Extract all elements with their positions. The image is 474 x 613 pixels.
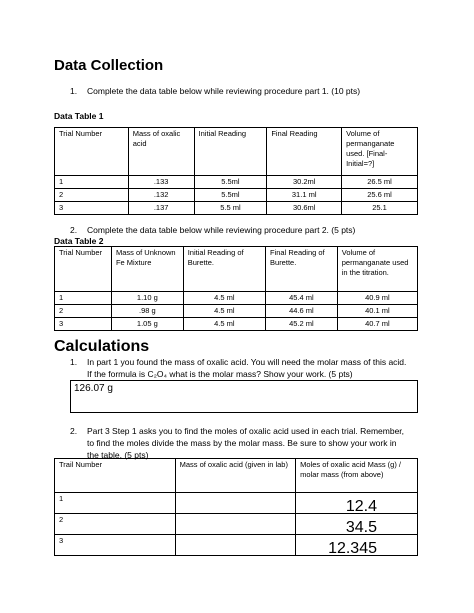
table-cell[interactable]: 4.5 ml bbox=[183, 318, 265, 331]
table-cell[interactable]: 44.6 ml bbox=[266, 305, 338, 318]
table-cell[interactable]: 3 bbox=[55, 318, 112, 331]
table-cell[interactable]: 1 bbox=[55, 493, 176, 514]
table-header-cell: Trail Number bbox=[55, 459, 176, 493]
table-row bbox=[55, 318, 418, 331]
table-row bbox=[55, 305, 418, 318]
table-cell[interactable]: 30.6ml bbox=[267, 202, 342, 215]
calc-2-line-1: Part 3 Step 1 asks you to find the moles of oxalic acid used in each trial. Remember, bbox=[87, 426, 405, 436]
table-cell[interactable]: 40.1 ml bbox=[337, 305, 417, 318]
calc-2-line-2: to find the moles divide the mass by the molar mass. Be sure to show your work in bbox=[87, 438, 397, 448]
table-cell[interactable]: 2 bbox=[55, 189, 129, 202]
table-row bbox=[55, 535, 418, 556]
table-cell[interactable]: 5.5ml bbox=[194, 176, 267, 189]
table-cell[interactable]: 30.2ml bbox=[267, 176, 342, 189]
table-cell[interactable]: 4.5 ml bbox=[183, 305, 265, 318]
table-cell[interactable] bbox=[175, 514, 296, 535]
table-row bbox=[55, 493, 418, 514]
question-number: 2. bbox=[70, 225, 78, 235]
table-cell[interactable]: .137 bbox=[128, 202, 194, 215]
table-cell[interactable]: 1.05 g bbox=[111, 318, 183, 331]
table-cell[interactable]: 3 bbox=[55, 535, 176, 556]
table-cell[interactable]: 2 bbox=[55, 514, 176, 535]
table-cell[interactable]: 4.5 ml bbox=[183, 292, 265, 305]
table-cell[interactable]: 45.2 ml bbox=[266, 318, 338, 331]
table-header-cell: Trial Number bbox=[55, 128, 129, 176]
table-cell[interactable]: 1.10 g bbox=[111, 292, 183, 305]
table-row bbox=[55, 202, 418, 215]
table-cell[interactable]: 34.5 bbox=[296, 514, 418, 535]
table-cell[interactable]: .133 bbox=[128, 176, 194, 189]
table-row bbox=[55, 514, 418, 535]
table-cell[interactable]: 45.4 ml bbox=[266, 292, 338, 305]
table-header-cell: Initial Reading of Burette. bbox=[183, 247, 265, 292]
table-header-row bbox=[55, 459, 418, 493]
table-header-cell: Initial Reading bbox=[194, 128, 267, 176]
data-table-2 bbox=[54, 246, 418, 331]
question-number: 2. bbox=[70, 426, 78, 436]
question-number: 1. bbox=[70, 357, 78, 367]
table-row bbox=[55, 292, 418, 305]
data-table-1-label: Data Table 1 bbox=[54, 111, 104, 121]
table-cell[interactable]: 40.7 ml bbox=[337, 318, 417, 331]
table-header-cell: Moles of oxalic acid Mass (g) / molar mass (from above) bbox=[296, 459, 418, 493]
moles-table bbox=[54, 458, 418, 556]
table-cell[interactable]: 25.1 bbox=[342, 202, 418, 215]
table-header-cell: Volume of permanganate used. [Final-Initial=?] bbox=[342, 128, 418, 176]
table-cell[interactable]: 1 bbox=[55, 176, 129, 189]
table-cell[interactable]: 1 bbox=[55, 292, 112, 305]
table-header-cell: Trial Number bbox=[55, 247, 112, 292]
section-heading-calculations: Calculations bbox=[54, 338, 150, 355]
table-cell[interactable]: .132 bbox=[128, 189, 194, 202]
table-cell[interactable]: 40.9 ml bbox=[337, 292, 417, 305]
table-cell[interactable]: 3 bbox=[55, 202, 129, 215]
table-cell[interactable]: 12.345 bbox=[296, 535, 418, 556]
table-cell[interactable] bbox=[175, 493, 296, 514]
table-cell[interactable] bbox=[175, 535, 296, 556]
table-header-cell: Mass of Unknown Fe Mixture bbox=[111, 247, 183, 292]
table-header-cell: Mass of oxalic acid bbox=[128, 128, 194, 176]
table-cell[interactable]: 25.6 ml bbox=[342, 189, 418, 202]
calc-2-line-3: the table. (5 pts) bbox=[87, 450, 149, 460]
table-header-cell: Volume of permanganate used in the titration. bbox=[337, 247, 417, 292]
data-table-1 bbox=[54, 127, 418, 215]
table-cell[interactable]: 2 bbox=[55, 305, 112, 318]
question-number: 1. bbox=[70, 86, 78, 96]
section-heading-data-collection: Data Collection bbox=[54, 57, 164, 74]
table-header-row bbox=[55, 247, 418, 292]
table-header-cell: Mass of oxalic acid (given in lab) bbox=[175, 459, 296, 493]
question-2-text: Complete the data table below while reviewing procedure part 2. (5 pts) bbox=[87, 225, 356, 235]
table-cell[interactable]: 26.5 ml bbox=[342, 176, 418, 189]
table-row bbox=[55, 176, 418, 189]
calc-1-line-1: In part 1 you found the mass of oxalic acid. You will need the molar mass of this acid. bbox=[87, 357, 407, 367]
table-cell[interactable]: 5.5ml bbox=[194, 189, 267, 202]
data-table-2-label: Data Table 2 bbox=[54, 236, 104, 246]
table-header-cell: Final Reading of Burette. bbox=[266, 247, 338, 292]
table-cell[interactable]: .98 g bbox=[111, 305, 183, 318]
table-header-cell: Final Reading bbox=[267, 128, 342, 176]
table-cell[interactable]: 12.4 bbox=[296, 493, 418, 514]
calc-1-line-2: If the formula is C₂O₄ what is the molar mass? Show your work. (5 pts) bbox=[87, 369, 353, 379]
question-1-text: Complete the data table below while reviewing procedure part 1. (10 pts) bbox=[87, 86, 361, 96]
table-header-row bbox=[55, 128, 418, 176]
table-cell[interactable]: 5.5 ml bbox=[194, 202, 267, 215]
table-row bbox=[55, 189, 418, 202]
answer-box-molar-mass[interactable]: 126.07 g bbox=[70, 380, 418, 413]
table-cell[interactable]: 31.1 ml bbox=[267, 189, 342, 202]
